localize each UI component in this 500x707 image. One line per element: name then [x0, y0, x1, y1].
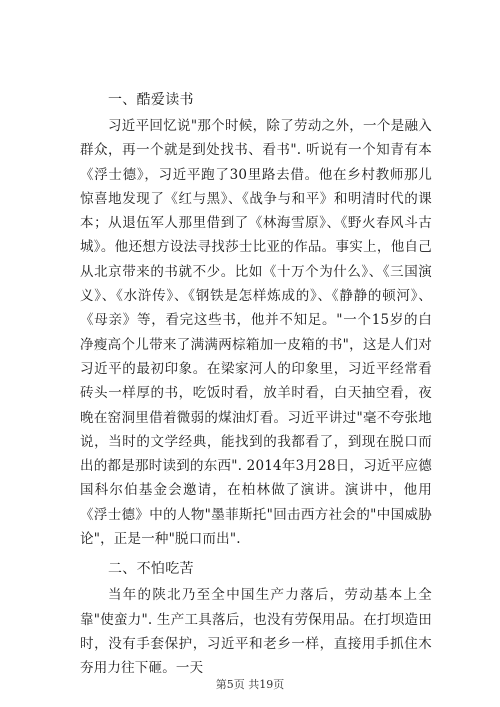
- section-heading-hardship: 二、不怕吃苦: [108, 561, 194, 578]
- document-body: [80, 88, 432, 681]
- section-heading-reading: 一、酷爱读书: [108, 92, 194, 108]
- section-paragraph-reading: 习近平回忆说"那个时候，除了劳动之外，一个是融入群众，再一个就是到处找书、看书". 听说有一个知青有本《浮士德》，习近平跑了30里路去借。他在乡村教师那儿惊喜地发现了《红与黑》、《战争与和平》和明清时代的课本；从退伍军人那里借到了《林海雪原》、《野火春风斗古城》。他还想方设法寻找莎士比亚的作品。事实上，他自己从北京带来的书就不少。比如《十万个为什么》、《三国演义》、《水浒传》、《钢铁是怎样炼成的》、《静静的顿河》、《母亲》等，看完这些书，他并不知足。"一个15岁的白净瘦高个儿带来了满满两棕箱加一皮箱的书"，这是人们对习近平的最初印象。在梁家河人的印象里，习近平经常看砖头一样厚的书，吃饭时看，放羊时看，白天抽空看，夜晚在窑洞里借着微弱的煤油灯看。习近平讲过"毫不夸张地说，当时的文学经典，能找到的我都看了，到现在脱口而出的都是那时读到的东西". 2014年3月28日，习近平应德国科尔伯基金会邀请，在柏林做了演讲。演讲中，他用《浮士德》中的人物"墨菲斯托"回击西方社会的"中国威胁论"，正是一种"脱口而出".: [80, 118, 432, 548]
- page-number-footer: 第5页 共19页: [215, 678, 285, 691]
- section-paragraph-hardship: 当年的陕北乃至全中国生产力落后，劳动基本上全靠"使蛮力". 生产工具落后，也没有劳保用品。在打坝造田时，没有手套保护，习近平和老乡一样，直接用手抓住木夯用力往下砸。一天: [80, 587, 432, 677]
